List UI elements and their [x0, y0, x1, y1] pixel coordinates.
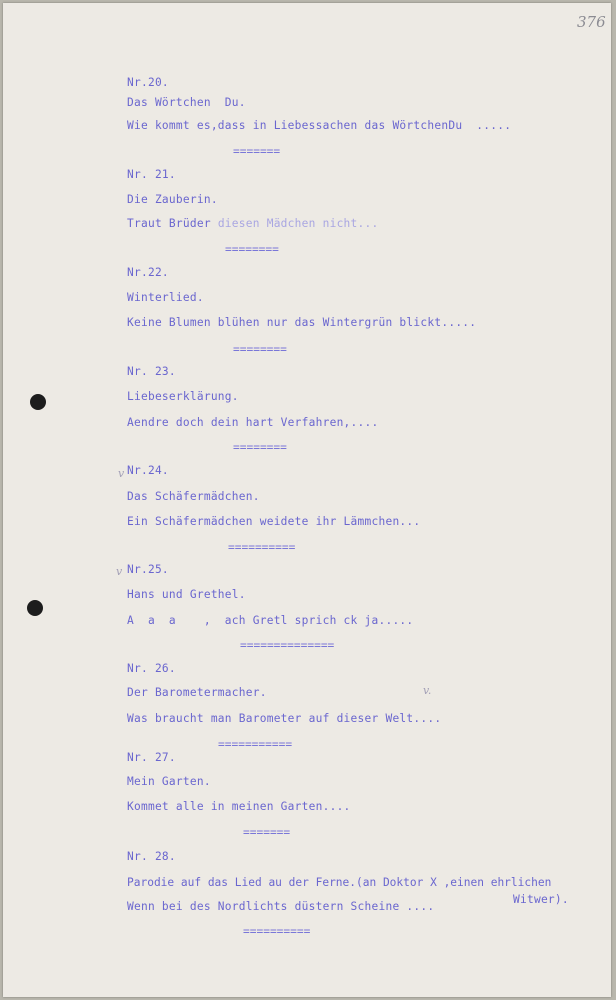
document-page [3, 3, 611, 997]
separator-rule: ========== [228, 541, 296, 554]
margin-checkmark: v. [423, 684, 432, 697]
punch-hole [30, 394, 46, 410]
entry-title: Das Wörtchen Du. [127, 96, 246, 109]
entry-number: Nr.22. [127, 266, 169, 279]
separator-rule: =========== [218, 738, 293, 751]
entry-title-continuation: Witwer). [513, 893, 569, 906]
entry-incipit: Wenn bei des Nordlichts düstern Scheine .... [127, 900, 435, 913]
entry-number: Nr. 26. [127, 662, 176, 675]
entry-number: Nr. 28. [127, 850, 176, 863]
entry-title: Liebeserklärung. [127, 390, 239, 403]
entry-incipit: Keine Blumen blühen nur das Wintergrün blickt..... [127, 316, 477, 329]
entry-number: Nr. 23. [127, 365, 176, 378]
entry-title: Der Barometermacher. [127, 686, 267, 699]
entry-number: Nr. 27. [127, 751, 176, 764]
separator-rule: ======= [243, 826, 291, 839]
entry-incipit: Was braucht man Barometer auf dieser Welt.... [127, 712, 442, 725]
entry-number: Nr.24. [127, 464, 169, 477]
page-number: 376 [577, 13, 606, 31]
entry-title: Parodie auf das Lied au der Ferne.(an Doktor X ,einen ehrlichen [127, 876, 552, 889]
entry-incipit [127, 217, 378, 231]
incipit-start: Traut Brüder [127, 217, 218, 230]
entry-incipit: A a a , ach Gretl sprich ck ja..... [127, 614, 414, 627]
entry-title: Die Zauberin. [127, 193, 218, 206]
entry-incipit: Kommet alle in meinen Garten.... [127, 800, 351, 813]
entry-title: Das Schäfermädchen. [127, 490, 260, 503]
entry-incipit: Aendre doch dein hart Verfahren,.... [127, 416, 379, 429]
entry-number: Nr.25. [127, 563, 169, 576]
punch-hole [27, 600, 43, 616]
incipit-faded: diesen Mädchen nicht... [217, 217, 379, 230]
entry-title: Hans und Grethel. [127, 588, 246, 601]
entry-title: Winterlied. [127, 291, 204, 304]
separator-rule: ========== [243, 925, 311, 938]
entry-incipit: Ein Schäfermädchen weidete ihr Lämmchen... [127, 515, 421, 528]
entry-number: Nr. 21. [127, 168, 176, 181]
separator-rule: ======== [233, 441, 287, 454]
separator-rule: ============== [240, 639, 335, 652]
entry-number: Nr.20. [127, 76, 169, 89]
margin-checkmark: v [116, 565, 123, 578]
separator-rule: ======== [233, 343, 287, 356]
entry-incipit: Wie kommt es,dass in Liebessachen das WörtchenDu ..... [127, 119, 512, 132]
margin-checkmark: v [118, 467, 125, 480]
entry-title: Mein Garten. [127, 775, 211, 788]
separator-rule: ======== [225, 243, 279, 256]
separator-rule: ======= [233, 145, 281, 158]
